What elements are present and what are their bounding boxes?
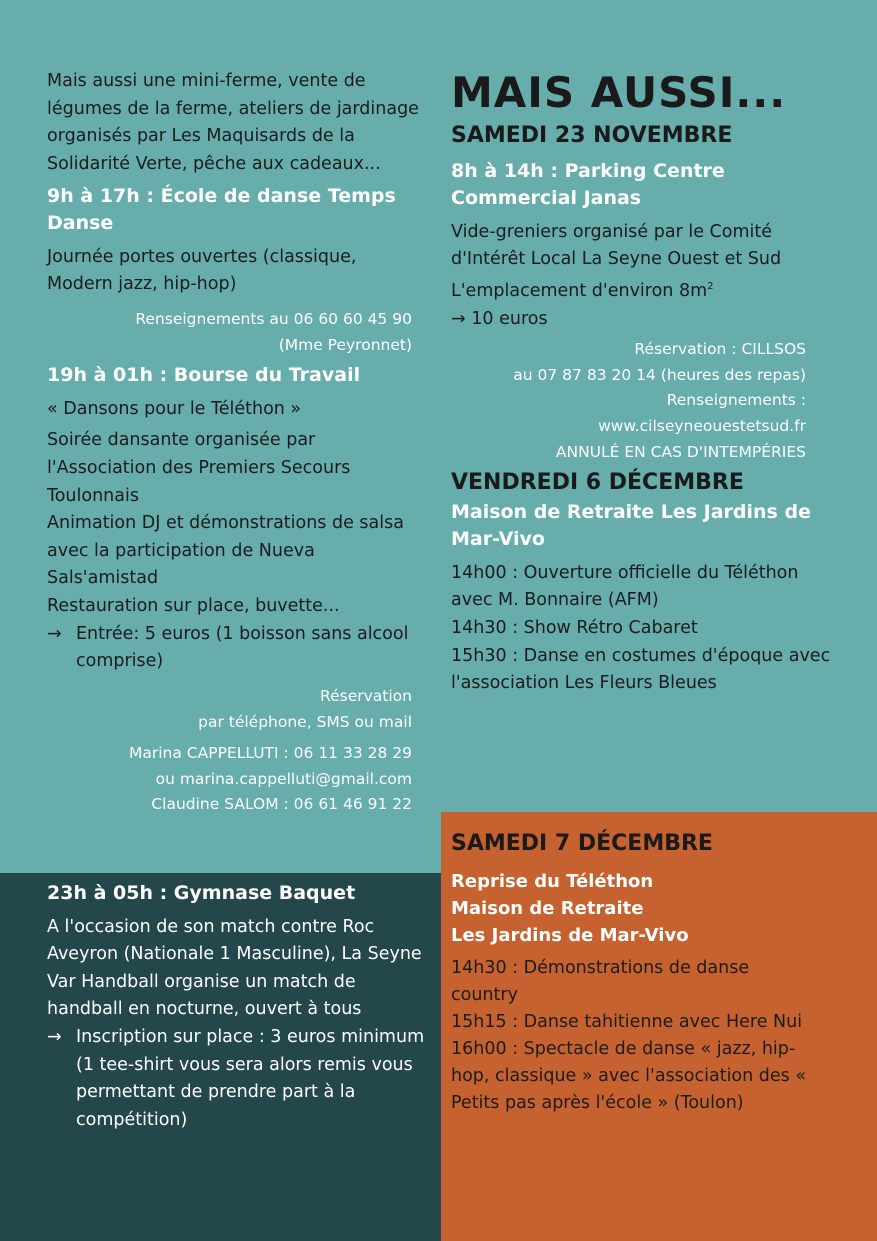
sat23-date: SAMEDI 23 NOVEMBRE <box>451 123 733 149</box>
event2-quote: « Dansons pour le Téléthon » <box>47 398 302 419</box>
left-column <box>47 68 427 818</box>
intro-text: Mais aussi une mini-ferme, vente de légumes de la ferme, ateliers de jardinage organisés par Les Maquisards de la Solidarité Verte, pêche aux cadeaux... <box>47 71 419 174</box>
sat23-cancel: ANNULÉ EN CAS D'INTEMPÉRIES <box>555 442 806 461</box>
sat23-res1: Réservation : CILLSOS <box>634 340 806 359</box>
sat7-sub1: Reprise du Téléthon <box>451 870 654 892</box>
sat23-title: 8h à 14h : Parking Centre Commercial Janas <box>451 159 725 210</box>
event3-title: 23h à 05h : Gymnase Baquet <box>47 882 356 904</box>
event2-title: 19h à 01h : Bourse du Travail <box>47 364 361 387</box>
sat23-info2: www.cilseyneouestetsud.fr <box>598 417 806 436</box>
sat7-line3: 16h00 : Spectacle de danse « jazz, hip-hop, classique » avec l'association des « Petits pas après l'école » (Toulon) <box>451 1038 807 1114</box>
sat7-program <box>451 955 821 1118</box>
sat7-date: SAMEDI 7 DÉCEMBRE <box>451 831 713 856</box>
sat23-desc: Vide-greniers organisé par le Comité d'Intérêt Local La Seyne Ouest et Sud <box>451 221 782 270</box>
event2-reservation <box>47 684 412 818</box>
reservation-line2: par téléphone, SMS ou mail <box>198 712 412 731</box>
fri6-title: Maison de Retraite Les Jardins de Mar-Vivo <box>451 500 811 551</box>
sat23-price2-text: 10 euros <box>471 308 548 329</box>
sat23-price-sup: 2 <box>707 281 714 293</box>
event1-info <box>47 307 412 358</box>
sat23-info1: Renseignements : <box>666 391 806 410</box>
sat23-reservation <box>451 337 806 465</box>
arrow-right-icon: → <box>451 308 466 329</box>
arrow-right-icon: → <box>47 1027 62 1048</box>
sat23-res2: au 07 87 83 20 14 (heures des repas) <box>513 365 806 384</box>
contact-line1: Marina CAPPELLUTI : 06 11 33 28 29 <box>129 744 412 763</box>
sat7-subtitle <box>451 868 851 949</box>
contact-line2: ou marina.cappelluti@gmail.com <box>155 769 412 788</box>
fri6-line1: 14h00 : Ouverture officielle du Téléthon avec M. Bonnaire (AFM) <box>451 562 799 611</box>
reservation-line1: Réservation <box>320 687 412 706</box>
page-heading: MAIS AUSSI... <box>451 68 787 117</box>
sat23-price2 <box>451 306 831 334</box>
sat23-price1-text: L'emplacement d'environ 8m <box>451 281 708 302</box>
event1-info-line2: (Mme Peyronnet) <box>278 335 412 354</box>
fri6-line2: 14h30 : Show Rétro Cabaret <box>451 618 698 639</box>
event2-desc1: Soirée dansante organisée par l'Association des Premiers Secours Toulonnais <box>47 430 351 506</box>
event1-title: 9h à 17h : École de danse Temps Danse <box>47 184 396 235</box>
right-column <box>451 70 831 698</box>
arrow-right-icon: → <box>47 623 62 644</box>
event3-entry-text: Inscription sur place : 3 euros minimum (1 tee-shirt vous sera alors remis vous permettant de prendre part à la compétition) <box>76 1027 425 1131</box>
contact-line3: Claudine SALOM : 06 61 46 91 22 <box>151 795 412 814</box>
event2-desc2: Animation DJ et démonstrations de salsa avec la participation de Nueva Sals'amistad <box>47 513 404 589</box>
orange-column <box>451 830 851 1117</box>
sat7-sub2: Maison de Retraite <box>451 897 644 919</box>
event2-entry <box>47 621 427 676</box>
event3-entry <box>47 1024 427 1135</box>
event1-info-line1: Renseignements au 06 60 60 45 90 <box>135 309 412 328</box>
sat7-sub3: Les Jardins de Mar-Vivo <box>451 924 689 946</box>
dark-column <box>47 880 427 1135</box>
event2-entry-text: Entrée: 5 euros (1 boisson sans alcool comprise) <box>76 623 409 672</box>
event2-desc3: Restauration sur place, buvette... <box>47 596 340 617</box>
sat7-line1: 14h30 : Démonstrations de danse country <box>451 957 750 1005</box>
sat7-line2: 15h15 : Danse tahitienne avec Here Nui <box>451 1011 803 1032</box>
event1-desc: Journée portes ouvertes (classique, Modern jazz, hip-hop) <box>47 246 357 295</box>
event3-desc: A l'occasion de son match contre Roc Aveyron (Nationale 1 Masculine), La Seyne Var Handball organise un match de handball en nocturne, ouvert à tous <box>47 916 422 1020</box>
fri6-date: VENDREDI 6 DÉCEMBRE <box>451 470 744 496</box>
fri6-line3: 15h30 : Danse en costumes d'époque avec l'association Les Fleurs Bleues <box>451 645 831 694</box>
sat23-price1 <box>451 278 831 306</box>
